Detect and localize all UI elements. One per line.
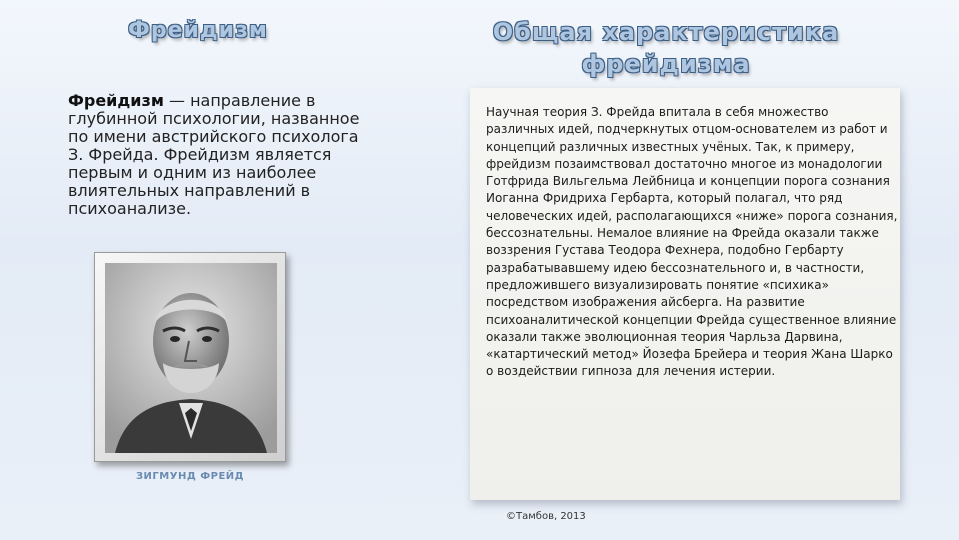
left-title: Фрейдизм	[128, 18, 268, 43]
copyright: ©Тамбов, 2013	[506, 511, 586, 522]
right-title: Общая характеристика фрейдизма	[492, 18, 840, 78]
portrait-photo	[105, 263, 277, 453]
definition-body: — направление в глубинной психологии, названное по имени австрийского психолога З. Фрейда. Фрейдизм является первым и одним из наиболее влиятельных направлений в психоанализе.	[68, 91, 360, 218]
characteristics-text: Научная теория З. Фрейда впитала в себя множество различных идей, подчеркнутых отцом-основателем из работ и концепций различных известных учёных. Так, к примеру, фрейдизм позаимствовал достаточно многое из монадологии Готфрида Вильгельма Лейбница и концепции порога сознания Иоганна Фридриха Гербарта, который полагал, что ряд человеческих идей, располагающихся «ниже» порога сознания, бессознательны. Немалое влияние на Фрейда оказали также воззрения Густава Теодора Фехнера, подобно Гербарту разрабатывавшему идею бессознательного и, в частности, предложившего визуализировать понятие «психика» посредством изображения айсберга. На развитие психоаналитической концепции Фрейда существенное влияние оказали также эволюционная теория Чарльза Дарвина, «катартический метод» Йозефа Брейера и теория Жана Шарко о воздействии гипноза для лечения истерии.	[486, 105, 898, 379]
portrait-caption: ЗИГМУНД ФРЕЙД	[135, 471, 245, 482]
portrait-frame	[94, 252, 286, 462]
definition-text	[68, 92, 368, 218]
definition-term: Фрейдизм	[68, 91, 164, 110]
